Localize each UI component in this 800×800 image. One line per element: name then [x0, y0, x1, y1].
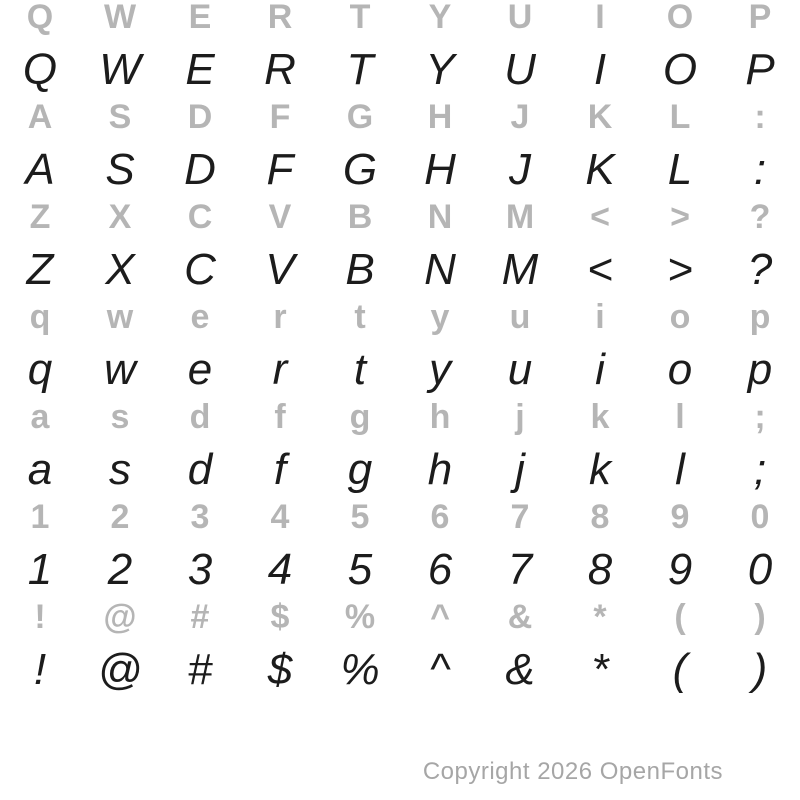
reference-row	[0, 200, 800, 234]
specimen-char: Z	[29, 198, 51, 236]
specimen-char: T	[349, 0, 371, 36]
specimen-char: D	[184, 145, 216, 194]
specimen-char: L	[667, 145, 693, 194]
specimen-char: M	[505, 198, 535, 236]
specimen-char: f	[274, 398, 286, 436]
specimen-char: 5	[347, 545, 373, 594]
specimen-char: ?	[747, 245, 773, 294]
reference-row	[0, 600, 800, 634]
specimen-char: ;	[754, 398, 766, 436]
specimen-char: 3	[190, 498, 210, 536]
specimen-char: d	[189, 398, 211, 436]
specimen-char: k	[590, 398, 610, 436]
specimen-char: U	[504, 45, 536, 94]
specimen-char: W	[103, 0, 137, 36]
specimen-char: &	[507, 598, 533, 636]
specimen-char: 9	[670, 498, 690, 536]
specimen-char: j	[515, 445, 525, 494]
specimen-char: i	[595, 345, 605, 394]
specimen-char: <	[587, 245, 613, 294]
specimen-char: B	[345, 245, 375, 294]
specimen-char: g	[347, 445, 373, 494]
specimen-char: A	[25, 145, 55, 194]
specimen-char: f	[273, 445, 287, 494]
specimen-char: R	[267, 0, 293, 36]
specimen-char: !	[33, 645, 47, 694]
specimen-char: E	[188, 0, 212, 36]
specimen-char: p	[749, 298, 771, 336]
specimen-char: r	[273, 298, 287, 336]
specimen-char: i	[595, 298, 605, 336]
specimen-char: M	[501, 245, 539, 294]
specimen-char: 3	[187, 545, 213, 594]
specimen-char: J	[509, 145, 531, 194]
specimen-char: <	[590, 198, 610, 236]
specimen-char: K	[585, 145, 615, 194]
specimen-char: L	[669, 98, 691, 136]
specimen-char: !	[34, 598, 46, 636]
specimen-char: *	[591, 645, 609, 694]
specimen-char: :	[753, 145, 767, 194]
specimen-char: h	[429, 398, 451, 436]
specimen-char: P	[745, 45, 775, 94]
specimen-char: w	[104, 345, 136, 394]
specimen-char: 6	[427, 545, 453, 594]
sample-row	[0, 145, 800, 194]
specimen-char: X	[108, 198, 132, 236]
specimen-char: I	[593, 45, 607, 94]
specimen-char: s	[109, 445, 131, 494]
specimen-char: 9	[667, 545, 693, 594]
specimen-char: K	[587, 98, 613, 136]
sample-row	[0, 445, 800, 494]
specimen-char: U	[507, 0, 533, 36]
specimen-char: 6	[430, 498, 450, 536]
specimen-char: )	[752, 645, 768, 694]
specimen-char: 0	[747, 545, 773, 594]
specimen-char: o	[667, 345, 693, 394]
specimen-char: e	[190, 298, 210, 336]
specimen-char: 4	[270, 498, 290, 536]
specimen-char: l	[675, 445, 685, 494]
specimen-char: S	[108, 98, 132, 136]
specimen-char: N	[427, 198, 453, 236]
specimen-char: #	[187, 645, 213, 694]
specimen-char: X	[105, 245, 135, 294]
specimen-char: j	[515, 398, 525, 436]
specimen-char: y	[429, 345, 451, 394]
specimen-char: %	[340, 645, 380, 694]
specimen-char: u	[507, 345, 533, 394]
specimen-char: @	[97, 645, 143, 694]
sample-row	[0, 645, 800, 694]
sample-row	[0, 345, 800, 394]
sample-row	[0, 45, 800, 94]
specimen-char: >	[667, 245, 693, 294]
copyright-text: Copyright 2026 OpenFonts	[422, 758, 723, 785]
specimen-char: a	[27, 445, 53, 494]
specimen-char: 1	[30, 498, 50, 536]
specimen-char: ^	[430, 598, 450, 636]
sample-row	[0, 545, 800, 594]
specimen-char: 2	[110, 498, 130, 536]
specimen-char: O	[666, 0, 694, 36]
specimen-char: H	[424, 145, 456, 194]
sample-row	[0, 245, 800, 294]
specimen-char: r	[272, 345, 288, 394]
specimen-char: (	[674, 598, 686, 636]
specimen-char: O	[662, 45, 698, 94]
specimen-char: 2	[107, 545, 133, 594]
specimen-char: (	[672, 645, 688, 694]
specimen-char: Y	[425, 45, 455, 94]
specimen-char: #	[190, 598, 210, 636]
reference-row	[0, 300, 800, 334]
specimen-char: C	[184, 245, 216, 294]
specimen-char: &	[505, 645, 535, 694]
reference-row	[0, 500, 800, 534]
specimen-char: 8	[590, 498, 610, 536]
specimen-char: @	[103, 598, 137, 636]
specimen-char: 7	[507, 545, 533, 594]
specimen-char: l	[675, 398, 685, 436]
specimen-char: 7	[510, 498, 530, 536]
specimen-char: ^	[429, 645, 451, 694]
specimen-char: 0	[750, 498, 770, 536]
specimen-char: G	[342, 145, 378, 194]
specimen-char: Q	[22, 45, 58, 94]
specimen-char: t	[353, 345, 367, 394]
specimen-char: k	[589, 445, 611, 494]
specimen-char: S	[105, 145, 135, 194]
specimen-char: ?	[749, 198, 771, 236]
specimen-char: N	[424, 245, 456, 294]
specimen-char: T	[346, 45, 374, 94]
specimen-char: V	[268, 198, 292, 236]
specimen-char: Q	[26, 0, 54, 36]
specimen-char: o	[669, 298, 691, 336]
specimen-char: W	[99, 45, 141, 94]
specimen-char: s	[110, 398, 130, 436]
specimen-char: A	[27, 98, 53, 136]
specimen-char: 1	[27, 545, 53, 594]
specimen-char: h	[427, 445, 453, 494]
specimen-char: R	[264, 45, 296, 94]
specimen-char: a	[30, 398, 50, 436]
specimen-char: $	[267, 645, 293, 694]
specimen-char: )	[754, 598, 766, 636]
reference-row	[0, 0, 800, 34]
specimen-char: B	[347, 198, 373, 236]
specimen-char: y	[430, 298, 450, 336]
specimen-char: q	[27, 345, 53, 394]
specimen-char: :	[754, 98, 766, 136]
specimen-char: p	[747, 345, 773, 394]
specimen-char: I	[595, 0, 605, 36]
specimen-char: Z	[26, 245, 54, 294]
specimen-char: C	[187, 198, 213, 236]
specimen-char: 8	[587, 545, 613, 594]
specimen-char: %	[344, 598, 376, 636]
specimen-char: w	[106, 298, 134, 336]
reference-row	[0, 400, 800, 434]
specimen-char: F	[266, 145, 294, 194]
specimen-char: P	[748, 0, 772, 36]
specimen-char: d	[187, 445, 213, 494]
specimen-char: $	[270, 598, 290, 636]
specimen-char: Y	[428, 0, 452, 36]
specimen-char: >	[670, 198, 690, 236]
reference-row	[0, 100, 800, 134]
specimen-char: 4	[267, 545, 293, 594]
specimen-char: q	[29, 298, 51, 336]
specimen-char: ;	[753, 445, 767, 494]
specimen-char: 5	[350, 498, 370, 536]
specimen-char: G	[346, 98, 374, 136]
specimen-char: t	[354, 298, 366, 336]
specimen-char: V	[265, 245, 295, 294]
specimen-char: e	[187, 345, 213, 394]
specimen-char: H	[427, 98, 453, 136]
specimen-char: *	[593, 598, 607, 636]
specimen-char: E	[185, 45, 215, 94]
specimen-char: D	[187, 98, 213, 136]
specimen-char: u	[509, 298, 531, 336]
specimen-char: F	[269, 98, 291, 136]
specimen-char: J	[510, 98, 530, 136]
specimen-char: g	[349, 398, 371, 436]
